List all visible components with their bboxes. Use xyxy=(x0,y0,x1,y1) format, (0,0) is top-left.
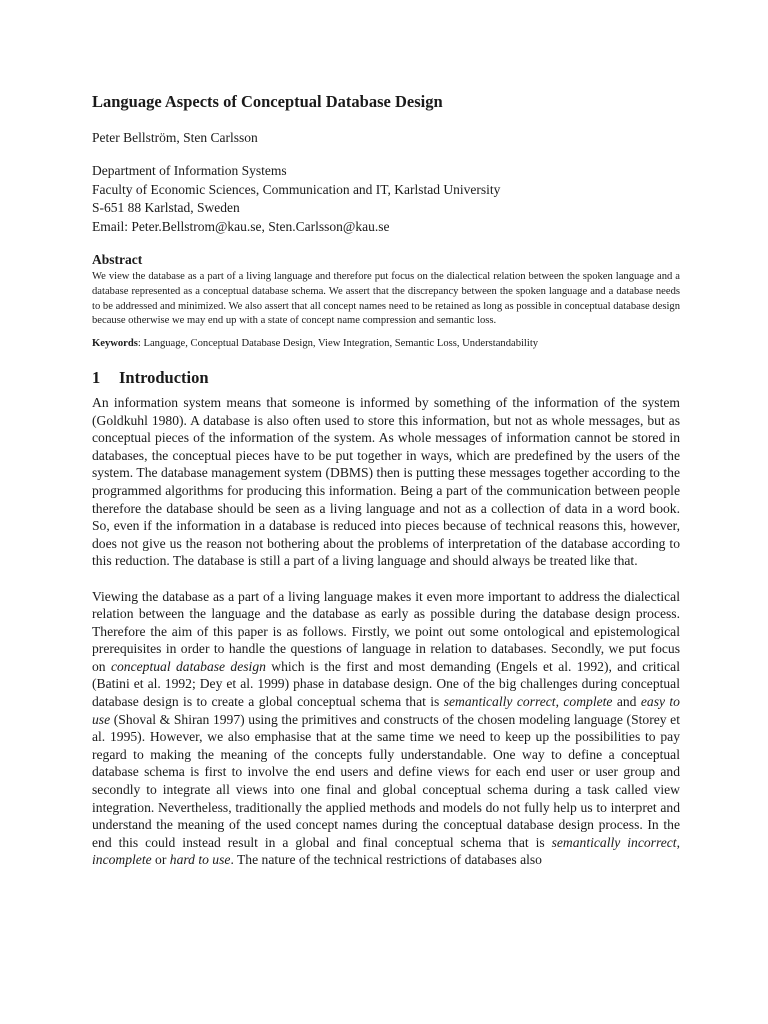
keywords xyxy=(92,337,680,352)
text-run: Viewing the database as a part of a living language makes it even more important to address the dialectical relation between the language and the database as early as possible during the database design process. Therefore the aim of this paper is as follows. Firstly, we point out some ontological and epistemological prerequisites in order to handle the questions of language in relation to databases. Secondly, we put focus on xyxy=(92,588,680,674)
affiliation-email: Email: Peter.Bellstrom@kau.se, Sten.Carlsson@kau.se xyxy=(92,218,390,234)
body-paragraph xyxy=(92,588,680,870)
affiliation-faculty: Faculty of Economic Sciences, Communication and IT, Karlstad University xyxy=(92,181,501,197)
affiliation-address: S-651 88 Karlstad, Sweden xyxy=(92,200,240,215)
section-title: Introduction xyxy=(119,367,209,387)
section-number: 1 xyxy=(92,367,101,387)
text-run: (Shoval & Shiran 1997) using the primitives and constructs of the chosen modeling language (Storey et al. 1995). However, we also emphasise that at the same time we need to keep up the possibilities to pay regard to making the meaning of the concepts fully understandable. One way to define a conceptual database schema is first to involve the end users and define views for each end user or user group and secondly to integrate all views into one final and global conceptual schema during a task called view integration. Nevertheless, traditionally the applied methods and models do not fully help us to interpret and understand the meaning of the used concept names during the conceptual database design process. In the end this could instead result in a global and final conceptual schema that is xyxy=(92,711,680,850)
section-heading xyxy=(92,368,680,388)
text-run: which is the first and most demanding (Engels et al. 1992), and critical (Batini et al. 1992; Dey et al. 1999) phase in database design. One of the big challenges during conceptual database design is to create a global conceptual schema that is xyxy=(92,658,680,710)
emphasis-text: incomplete xyxy=(92,852,152,868)
text-run: or xyxy=(151,852,170,868)
affiliation-block xyxy=(92,162,680,236)
emphasis-text: semantically correct xyxy=(443,694,556,710)
text-run: , xyxy=(676,834,680,850)
keywords-text: : Language, Conceptual Database Design, View Integration, Semantic Loss, Understandability xyxy=(137,338,539,350)
keywords-label: Keywords xyxy=(92,338,138,350)
emphasis-text: conceptual database design xyxy=(110,658,266,674)
text-run: . The nature of the technical restrictions of databases also xyxy=(230,852,542,868)
text-run: and xyxy=(612,694,641,710)
affiliation-department: Department of Information Systems xyxy=(92,163,287,178)
emphasis-text: hard to use xyxy=(169,852,231,868)
emphasis-text: easy to use xyxy=(92,694,680,727)
paper-title: Language Aspects of Conceptual Database Design xyxy=(92,92,443,111)
emphasis-text: semantically incorrect xyxy=(551,834,677,850)
text-run: An information system means that someone is informed by something of the information of the system (Goldkuhl 1980). A database is also often used to store this information, but not as whole messages, but as conceptual pieces of the information of the system. As whole messages of information cannot be stored in databases, the conceptual pieces have to be put together in ways, which are predefined by the users of the system. The database management system (DBMS) then is putting these messages together according to the programmed algorithms for producing this information. Being a part of the communication between people therefore the database should be seen as a living language and not as a collection of data in a word book. So, even if the information in a database is reduced into pieces because of technical reasons this, however, does not give us the reason not bothering about the problems of interpretation of the database according to this reduction. The database is still a part of a living language and should always be treated like that. xyxy=(92,394,680,569)
authors: Peter Bellström, Sten Carlsson xyxy=(92,130,258,145)
abstract-text: We view the database as a part of a living language and therefore put focus on the dialectical relation between the spoken language and a database represented as a conceptual database schema. We assert that the discrepancy between the spoken language and a database needs to be addressed and minimized. We also assert that all concept names need to be retained as long as possible in conceptual database design because otherwise we may end up with a state of concept name compression and semantic loss. xyxy=(92,271,680,327)
abstract-heading: Abstract xyxy=(92,252,143,267)
body-paragraph xyxy=(92,394,680,570)
emphasis-text: complete xyxy=(563,694,613,710)
text-run: , xyxy=(555,694,564,710)
